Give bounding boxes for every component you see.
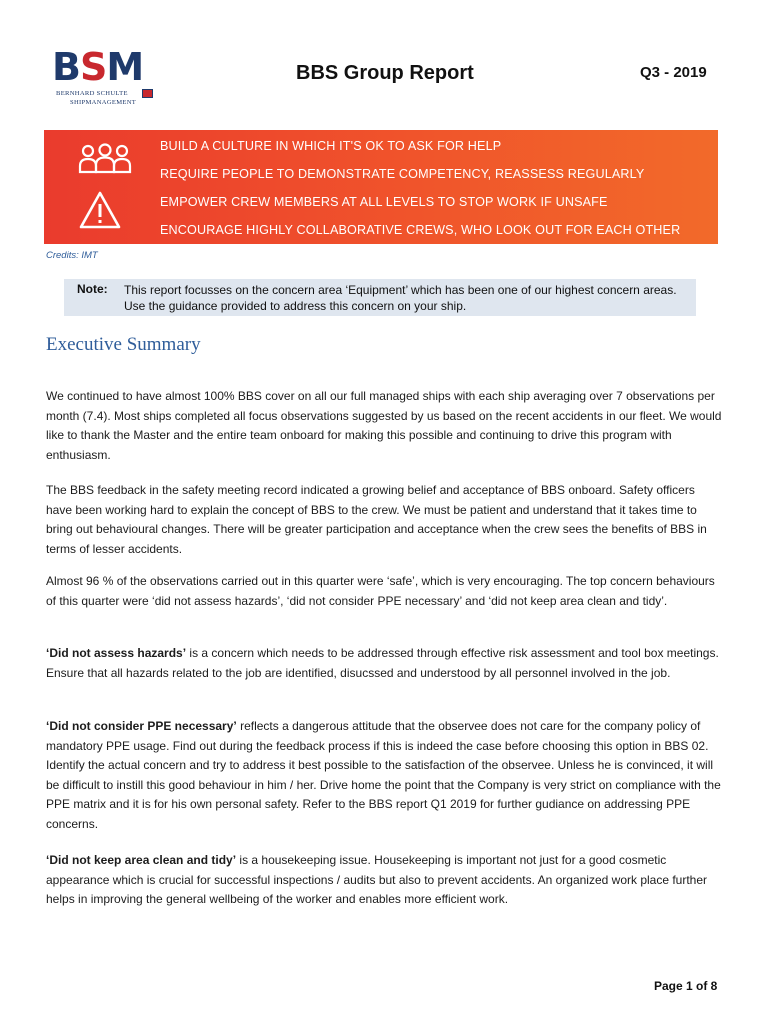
paragraph-text: The BBS feedback in the safety meeting record indicated a growing belief and acceptance of BBS onboard. Safety officers have been working hard to explain the concept of BBS to the crew. We must be patient and understand that it takes time to bring out behavioural changes. There will be greater participation and acceptance when the crew sees the benefits of BBS in terms of lesser accidents. — [46, 483, 707, 556]
paragraph-text: reflects a dangerous attitude that the observee does not care for the company policy of mandatory PPE usage. Find out during the feedback process if this is indeed the case before choosing this option in BBS 02. Identify the actual concern and try to address it best possible to the satisfaction of the observee. Unless he is convinced, it will be difficult to instill this good behaviour in him / her. Drive home the point that the Company is very strict on compliance with the PPE matrix and it is for his own personal safety. Refer to the BBS report Q1 2019 for further gudiance on addressing PPE concerns. — [46, 719, 721, 831]
banner-line: REQUIRE PEOPLE TO DEMONSTRATE COMPETENCY, REASSESS REGULARLY — [160, 167, 645, 181]
note-label: Note: — [77, 282, 108, 296]
logo-subline-1: BERNHARD SCHULTE — [56, 90, 128, 97]
summary-paragraph — [46, 851, 722, 910]
image-credits: Credits: IMT — [46, 250, 98, 261]
banner-line: EMPOWER CREW MEMBERS AT ALL LEVELS TO STOP WORK IF UNSAFE — [160, 195, 608, 209]
summary-paragraph — [46, 572, 722, 611]
company-logo — [52, 45, 162, 118]
paragraph-lead: ‘Did not consider PPE necessary’ — [46, 719, 237, 733]
people-group-icon — [78, 142, 132, 176]
flag-icon — [142, 89, 153, 98]
summary-paragraph — [46, 481, 722, 559]
logo-letter-b: B — [52, 45, 80, 89]
note-text: This report focusses on the concern area ‘Equipment’ which has been one of our highest concern areas. Use the guidance provided to address this concern on your ship. — [124, 283, 677, 313]
logo-letter-s: S — [79, 45, 107, 89]
report-quarter: Q3 - 2019 — [640, 64, 707, 81]
summary-paragraph — [46, 387, 722, 465]
page-number: Page 1 of 8 — [654, 979, 718, 993]
paragraph-text: is a housekeeping issue. Housekeeping is important not just for a good cosmetic appearance which is crucial for successful inspections / audits but also to prevent accidents. An organized work place further helps in improving the general wellbeing of the worker and enables more efficient work. — [46, 853, 708, 906]
logo-subline-2: SHIPMANAGEMENT — [70, 99, 137, 106]
paragraph-text: We continued to have almost 100% BBS cover on all our full managed ships with each ship averaging over 7 observations per month (7.4). Most ships completed all focus observations suggested by us based on the recent accidents in our fleet. We would like to thank the Master and the entire team onboard for making this possible and continuing to drive this program with enthusiasm. — [46, 389, 722, 462]
warning-triangle-icon — [78, 190, 122, 230]
paragraph-text: Almost 96 % of the observations carried out in this quarter were ‘safe’, which is very encouraging. The top concern behaviours of this quarter were ‘did not assess hazards’, ‘did not consider PPE necessary’ and ‘did not keep area clean and tidy’. — [46, 574, 715, 608]
report-title: BBS Group Report — [296, 62, 474, 84]
paragraph-lead: ‘Did not assess hazards’ — [46, 646, 187, 660]
banner-line: BUILD A CULTURE IN WHICH IT'S OK TO ASK FOR HELP — [160, 139, 502, 153]
logo-letter-m: M — [106, 45, 144, 89]
summary-paragraph — [46, 644, 722, 683]
summary-paragraph — [46, 717, 722, 834]
paragraph-lead: ‘Did not keep area clean and tidy’ — [46, 853, 237, 867]
banner-line: ENCOURAGE HIGHLY COLLABORATIVE CREWS, WHO LOOK OUT FOR EACH OTHER — [160, 223, 681, 237]
safety-banner — [44, 130, 718, 244]
paragraph-text: is a concern which needs to be addressed through effective risk assessment and tool box meetings. Ensure that all hazards related to the job are identified, disucssed and understood by all personnel involved in the job. — [46, 646, 719, 680]
section-title: Executive Summary — [46, 334, 201, 355]
note-box — [64, 279, 696, 316]
